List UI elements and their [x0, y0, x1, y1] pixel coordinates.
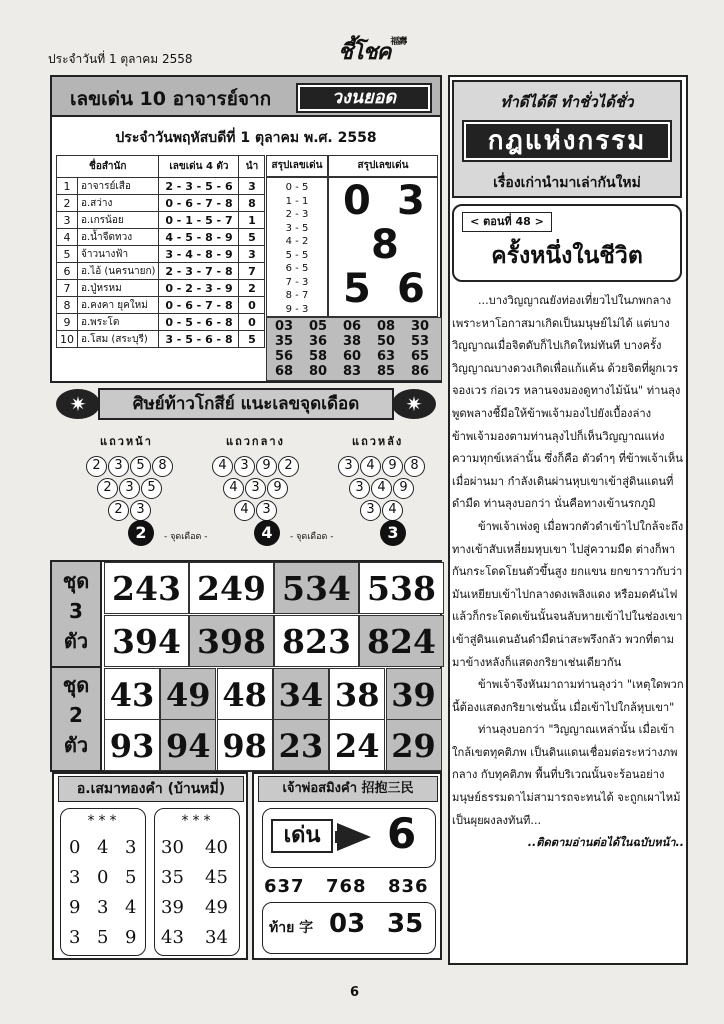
- summary-number: 58: [309, 349, 328, 364]
- col-header-school: ชื่อสำนัก: [57, 156, 159, 178]
- three-digit-number: 534: [274, 562, 359, 614]
- table-row: [57, 331, 265, 348]
- school-name: อาจารย์เสือ: [78, 178, 159, 195]
- summary-number: 05: [309, 319, 328, 334]
- summary-number: 35: [275, 334, 294, 349]
- four-digits: 3 - 5 - 6 - 8: [159, 331, 239, 348]
- digit-circle: 3: [245, 478, 266, 499]
- two-digit-number: 24: [329, 719, 385, 771]
- hot-label: - จุดเดือด -: [164, 532, 208, 542]
- story-paragraph: ...บางวิญญาณยังท่องเที่ยวไปในภพกลาง เพราะหาโอกาสมาเกิดเป็นมนุษย์ไม่ได้ แต่บางวิญญาณเมื่อจิตดับก็ไปเกิดใหม่ทันที บางครั้งวิญญาณบางดวงเกิดเพื่อแก้แค้น ด้วยจิตที่ผูกเวร จองเวร ก่อเวร หลานจงมองดูทางไม้น้น" ท่านลุงพูดพลางชี้มือให้ข้าพเจ้ามองไปยังเบื้องล่าง ข้าพเจ้ามองตามท่านลุงไปก็เห็นวิญญาณแห่งความทุกข์เหล่านั้น ซึ่งก็คือ ตัวดำๆ ที่ข้าพเจ้าเห็นเมื่อผ่านมา กำลังเดินผ่านหุบเขาเข้าสู่ดินแดนที่ดำมืด ท่านลุงบอกว่า นั่นคือทางเข้านรกภูมิ: [452, 294, 683, 511]
- digit-circle: 5: [141, 478, 162, 499]
- story-paragraph: ข้าพเจ้าจึงหันมาถามท่านลุงว่า "เหตุใดพวกนี้ต้องแสดงกริยาเช่นนั้น เมื่อเข้าไปใกล้หุบเขา": [452, 678, 684, 714]
- digit-circle: 2: [278, 456, 299, 477]
- group-label: แถวหน้า: [100, 435, 153, 448]
- three-digit-number: 243: [104, 562, 189, 614]
- summary-number: 03: [275, 319, 294, 334]
- set3-label: ชุด 3 ตัว: [52, 562, 102, 668]
- pair-value: 1 - 1: [285, 195, 309, 207]
- four-digits: 2 - 3 - 5 - 6: [159, 178, 239, 195]
- pair-value: 2 - 3: [285, 209, 309, 220]
- sema-number: 34: [205, 927, 228, 948]
- story-paragraph: ข้าพเจ้าเพ่งดู เมื่อพวกตัวดำเข้าไปใกล้จะถึงทางเข้าสับเหลี่ยมหุบเขา ไปสู่ความมืด ต่างก็พากันกระโดดโยนตัวขึ้นสูง ยกแขน ยกขาราวกับว่า มันเหยียบเข้าไปกลางดงเพลิงแดง หรือมดคันไฟ แล้วก็กระโดดเข้นนั้นจนลับหายเข้าไปในช่องเขา เข้าสู่ดินแดนอันดำมืดน่าสะพรึงกลัว พวกที่ตามมาข้างหลังก็แสดงกริยาเช่นเดียวกัน: [452, 519, 684, 669]
- summary-number: 86: [411, 364, 430, 379]
- four-digits: 0 - 2 - 3 - 9: [159, 280, 239, 297]
- panel-title: เลขเด่น 10 อาจารย์จาก: [70, 88, 272, 110]
- set2-label: ชุด 2 ตัว: [52, 668, 102, 770]
- starburst-left-icon: ✷: [56, 389, 100, 419]
- lead-label: เด่น: [271, 819, 333, 853]
- lead-digit: 8: [239, 195, 265, 212]
- digit-circle: 4: [234, 500, 255, 521]
- four-digits: 0 - 1 - 5 - 7: [159, 212, 239, 229]
- sema-digit: 3: [69, 867, 81, 888]
- row-number: 7: [57, 280, 78, 297]
- lead-digit: 3: [239, 246, 265, 263]
- sema-digit: 4: [125, 897, 137, 918]
- ming-title: เจ้าพ่อสมิงคำ 招抱三民: [258, 776, 438, 802]
- triple-number: 637: [264, 876, 305, 897]
- summary-number: 06: [343, 319, 362, 334]
- three-digit-number: 249: [189, 562, 274, 614]
- digit-circle: 4: [360, 456, 381, 477]
- triple-number: 768: [326, 876, 367, 897]
- two-digit-number: 39: [386, 668, 442, 720]
- teachers-table: [56, 155, 265, 348]
- digit-circle: 3: [108, 456, 129, 477]
- lead-digit: 5: [239, 331, 265, 348]
- digit-circle: 3: [234, 456, 255, 477]
- sema-number: 49: [205, 897, 228, 918]
- sema-number: 39: [161, 897, 184, 918]
- summary-number: 85: [377, 364, 396, 379]
- row-number: 5: [57, 246, 78, 263]
- sema-left-block: [60, 808, 146, 956]
- hermit-title: ศิษย์ท้าวโกสีย์ แนะเลขจุดเดือด: [98, 388, 394, 420]
- table-row: [57, 280, 265, 297]
- digit-circle: 9: [393, 478, 414, 499]
- karma-subtitle: ทำดีได้ดี ทำชั่วได้ชั่ว: [500, 93, 634, 111]
- digit-circle: 4: [371, 478, 392, 499]
- sema-digit: 5: [97, 927, 109, 948]
- hermit-section: [50, 384, 442, 558]
- episode-box: [452, 204, 682, 282]
- sema-digit: 4: [97, 837, 109, 858]
- three-digit-number: 824: [359, 615, 444, 667]
- publication-logo: ชี้โชค$^{福壽}$: [338, 37, 407, 65]
- triple-number: 836: [388, 876, 429, 897]
- table-row: [57, 178, 265, 195]
- row-number: 8: [57, 297, 78, 314]
- story-paragraph: ท่านลุงบอกว่า "วิญญาณเหล่านั้น เมื่อเข้าใกล้เขตทุคติภพ เป็นดินแดนเชื่อมต่อระหว่างภพกลาง กับทุคติภพ พื้นที่บริเวณนั้นจะร้อนอย่างมนุษย์ธรรมดาไม่สามารถจะทนได้ จะถูกเผาไหม้เป็นผุยผงลงทันที...: [452, 723, 681, 827]
- digit-circle: 8: [152, 456, 173, 477]
- lead-digit: 6: [387, 809, 417, 858]
- digit-circle: 4: [212, 456, 233, 477]
- row-number: 1: [57, 178, 78, 195]
- logo-seal: 福壽: [390, 37, 407, 47]
- school-name: อ.ปู่หรหม: [78, 280, 159, 297]
- summary-number: 65: [411, 349, 430, 364]
- sema-digit: 3: [97, 897, 109, 918]
- two-digit-number: 94: [160, 719, 216, 771]
- summary-header-right: สรุปเลขเด่น: [328, 155, 438, 177]
- summary-number: 36: [309, 334, 328, 349]
- digit-circle: 2: [97, 478, 118, 499]
- two-digit-number: 98: [217, 719, 273, 771]
- table-row: [57, 195, 265, 212]
- hot-label: - จุดเดือด -: [290, 532, 334, 542]
- summary-number: 08: [377, 319, 396, 334]
- table-row: [57, 263, 265, 280]
- digit-circle: 3: [338, 456, 359, 477]
- summary-number: 60: [343, 349, 362, 364]
- tail-number-box: [262, 902, 436, 954]
- tail-number: 03: [329, 909, 366, 939]
- stars-icon: ***: [181, 813, 215, 829]
- four-digits: 0 - 6 - 7 - 8: [159, 297, 239, 314]
- school-name: อ.โสม (สระบุรี): [78, 331, 159, 348]
- episode-number: < ตอนที่ 48 >: [462, 212, 552, 232]
- two-digit-number: 34: [273, 668, 329, 720]
- table-row: [57, 229, 265, 246]
- three-digit-number: 398: [189, 615, 274, 667]
- set-numbers-panel: [50, 560, 442, 772]
- three-digit-number: 823: [274, 615, 359, 667]
- sema-digit: 9: [69, 897, 81, 918]
- sema-digit: 0: [69, 837, 81, 858]
- summary-number: 80: [309, 364, 328, 379]
- lead-digit: 0: [239, 314, 265, 331]
- summary-number: 68: [275, 364, 294, 379]
- row-number: 9: [57, 314, 78, 331]
- summary-pairs: [266, 177, 328, 317]
- sema-thongkham-box: [52, 772, 248, 960]
- tail-number: 35: [387, 909, 424, 939]
- digit-circle: 8: [404, 456, 425, 477]
- lead-number-box: [262, 808, 436, 868]
- hot-digit: 3: [380, 520, 406, 546]
- table-row: [57, 212, 265, 229]
- summary-number: 38: [343, 334, 362, 349]
- stars-icon: ***: [87, 813, 121, 829]
- digit-circle: 9: [267, 478, 288, 499]
- summary-number: 63: [377, 349, 396, 364]
- digit-circle: 4: [223, 478, 244, 499]
- digit-circle: 3: [130, 500, 151, 521]
- ming-kham-box: [252, 772, 442, 960]
- karma-caption: เรื่องเก่านำมาเล่ากันใหม่: [493, 175, 641, 191]
- digit-circle: 3: [256, 500, 277, 521]
- two-digit-number: 29: [386, 719, 442, 771]
- table-row: [57, 297, 265, 314]
- tail-label: ท้าย 字: [269, 920, 314, 936]
- four-digits: 3 - 4 - 8 - 9: [159, 246, 239, 263]
- lead-digit: 3: [239, 178, 265, 195]
- digit-circle: 3: [360, 500, 381, 521]
- table-row: [57, 246, 265, 263]
- digit-circle: 3: [119, 478, 140, 499]
- summary-digit: 5: [343, 266, 371, 312]
- school-name: อ.คงคา ยุคใหม่: [78, 297, 159, 314]
- table-row: [57, 314, 265, 331]
- group-label: แถวหลัง: [352, 435, 404, 448]
- pair-value: 4 - 2: [285, 236, 309, 247]
- sema-title: อ.เสมาทองคำ (บ้านหมี่): [58, 776, 244, 802]
- school-name: อ.สว่าง: [78, 195, 159, 212]
- col-header-digits: เลขเด่น 4 ตัว: [159, 156, 239, 178]
- group-label: แถวกลาง: [226, 435, 285, 448]
- school-name: อ.น้ำจืดทวง: [78, 229, 159, 246]
- lead-digit: 7: [239, 263, 265, 280]
- panel-brand: วงนยอด: [298, 85, 430, 111]
- digit-circle: 9: [382, 456, 403, 477]
- lead-digit: 2: [239, 280, 265, 297]
- row-number: 10: [57, 331, 78, 348]
- digit-circle: 3: [349, 478, 370, 499]
- summary-big-digits: [328, 177, 438, 317]
- four-digits: 4 - 5 - 8 - 9: [159, 229, 239, 246]
- panel-titlebar: [52, 77, 440, 117]
- two-digit-number: 23: [273, 719, 329, 771]
- story-text: [452, 290, 684, 855]
- three-digit-number: 538: [359, 562, 444, 614]
- sema-number: 45: [205, 867, 228, 888]
- row-number: 3: [57, 212, 78, 229]
- summary-number: 30: [411, 319, 430, 334]
- sema-digit: 5: [125, 867, 137, 888]
- school-name: จ้าวนางฟ้า: [78, 246, 159, 263]
- lead-digit: 1: [239, 212, 265, 229]
- two-digit-number: 43: [104, 668, 160, 720]
- pair-value: 6 - 5: [285, 263, 309, 274]
- hot-digit: 4: [254, 520, 280, 546]
- starburst-right-icon: ✷: [392, 389, 436, 419]
- summary-number: 53: [411, 334, 430, 349]
- hot-digit: 2: [128, 520, 154, 546]
- school-name: อ.เกรน้อย: [78, 212, 159, 229]
- lead-digit: 5: [239, 229, 265, 246]
- sema-right-block: [154, 808, 240, 956]
- col-header-lead: นำ: [239, 156, 265, 178]
- pair-value: 7 - 3: [285, 276, 309, 288]
- four-digits: 2 - 3 - 7 - 8: [159, 263, 239, 280]
- lead-digit: 0: [239, 297, 265, 314]
- row-number: 6: [57, 263, 78, 280]
- karma-header-box: [452, 80, 682, 198]
- two-digit-number: 93: [104, 719, 160, 771]
- story-continued: ..ติดตามอ่านต่อได้ในฉบับหน้า..: [527, 836, 684, 850]
- teachers-table-panel: [50, 75, 442, 383]
- pair-value: 9 - 3: [285, 303, 309, 315]
- two-digit-number: 48: [217, 668, 273, 720]
- four-digits: 0 - 6 - 7 - 8: [159, 195, 239, 212]
- three-digit-number: 394: [104, 615, 189, 667]
- two-digit-number: 49: [160, 668, 216, 720]
- episode-title: ครั้งหนึ่งในชีวิต: [491, 243, 643, 269]
- school-name: อ.พระโต: [78, 314, 159, 331]
- digit-circle: 5: [130, 456, 151, 477]
- digit-circle: 2: [108, 500, 129, 521]
- sema-digit: 0: [97, 867, 109, 888]
- pair-value: 0 - 5: [285, 182, 309, 193]
- four-digits: 0 - 5 - 6 - 8: [159, 314, 239, 331]
- panel-date: ประจำวันพฤหัสบดีที่ 1 ตุลาคม พ.ศ. 2558: [115, 130, 377, 146]
- pair-value: 3 - 5: [285, 222, 309, 234]
- sema-digit: 3: [69, 927, 81, 948]
- row-number: 4: [57, 229, 78, 246]
- two-digit-number: 38: [329, 668, 385, 720]
- digit-circle: 2: [86, 456, 107, 477]
- karma-title: กฎแห่งกรรม: [464, 122, 670, 160]
- summary-number-grid: [266, 317, 442, 381]
- issue-date: ประจำวันที่ 1 ตุลาคม 2558: [48, 52, 193, 66]
- summary-number: 50: [377, 334, 396, 349]
- summary-digit: 8: [371, 222, 399, 268]
- digit-circle: 4: [382, 500, 403, 521]
- summary-digit: 3: [397, 178, 425, 224]
- sema-digit: 3: [125, 837, 137, 858]
- sema-number: 43: [161, 927, 184, 948]
- summary-digit: 6: [397, 266, 425, 312]
- summary-number: 56: [275, 349, 294, 364]
- pair-value: 5 - 5: [285, 249, 309, 261]
- sema-number: 40: [205, 837, 228, 858]
- pair-value: 8 - 7: [285, 290, 309, 301]
- summary-number: 83: [343, 364, 362, 379]
- row-number: 2: [57, 195, 78, 212]
- page-number: 6: [350, 985, 360, 1000]
- school-name: อ.ไอ้ (นครนายก): [78, 263, 159, 280]
- summary-header-left: สรุปเลขเด่น: [266, 155, 328, 177]
- sema-number: 35: [161, 867, 184, 888]
- digit-circle: 9: [256, 456, 277, 477]
- sema-digit: 9: [125, 927, 137, 948]
- sema-number: 30: [161, 837, 184, 858]
- summary-digit: 0: [343, 178, 371, 224]
